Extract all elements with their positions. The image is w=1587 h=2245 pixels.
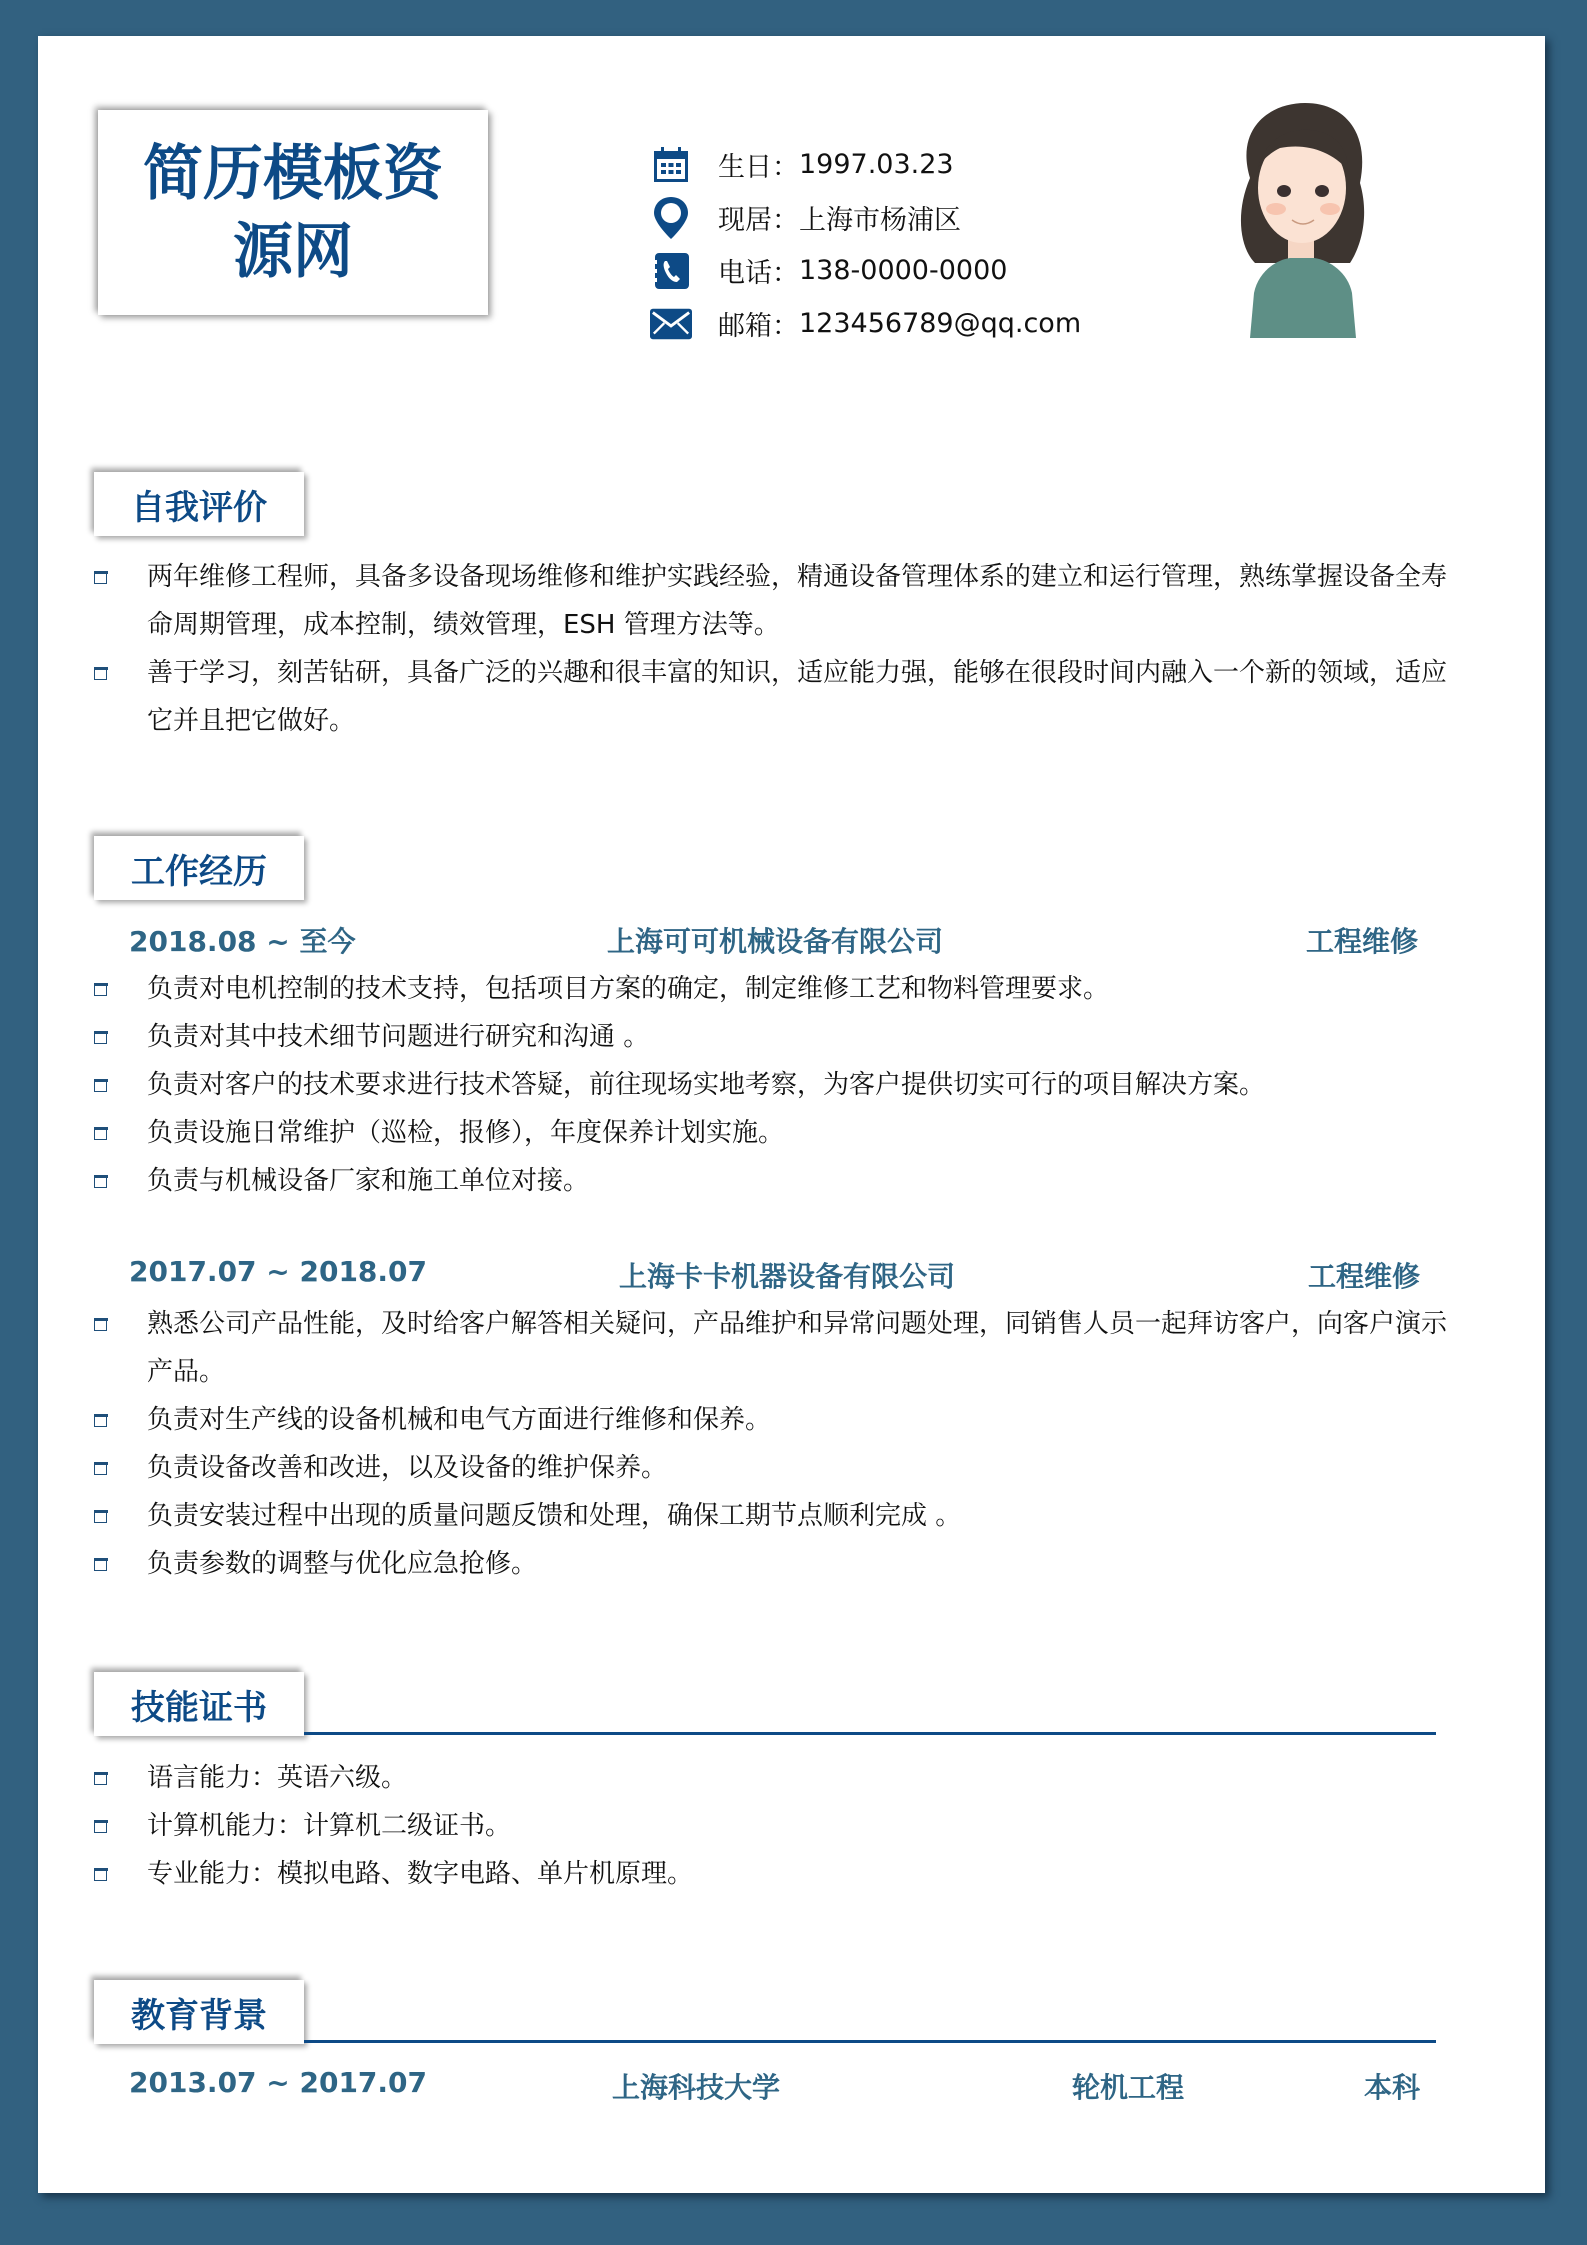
education-degree: 本科: [1364, 2071, 1421, 2104]
self-evaluation-list: [92, 553, 1452, 745]
list-item: 熟悉公司产品性能，及时给客户解答相关疑问，产品维护和异常问题处理，同销售人员一起拜访客户，向客户演示产品。: [92, 1300, 1452, 1396]
square-bullet-icon: [94, 1772, 108, 1786]
birthday-label: 生日：: [718, 152, 799, 183]
section-tab: [94, 472, 304, 536]
section-education: [94, 1980, 1436, 2044]
list-item: 善于学习，刻苦钻研，具备广泛的兴趣和很丰富的知识，适应能力强，能够在很段时间内融入一个新的领域，适应它并且把它做好。: [92, 649, 1452, 745]
education-major: 轮机工程: [1072, 2071, 1185, 2104]
square-bullet-icon: [94, 1079, 108, 1093]
section-divider: [304, 1732, 1436, 1735]
section-tab: [94, 1980, 304, 2044]
section-title: 技能证书: [131, 1687, 267, 1728]
list-item: 负责对其中技术细节问题进行研究和沟通 。: [92, 1013, 1452, 1061]
list-item: 语言能力：英语六级。: [92, 1754, 1452, 1802]
section-tab: [94, 1672, 304, 1736]
section-tab: [94, 836, 304, 900]
contact-birthday: [650, 138, 1081, 191]
phone-value: 138-0000-0000: [799, 255, 1008, 286]
square-bullet-icon: [94, 571, 108, 585]
birthday-value: 1997.03.23: [799, 149, 954, 180]
contact-phone: [650, 244, 1081, 297]
job-duties-list: [92, 1300, 1452, 1588]
calendar-icon: [650, 145, 692, 185]
job-header: [92, 1255, 1424, 1299]
square-bullet-icon: [94, 1127, 108, 1141]
location-pin-icon: [650, 198, 692, 238]
list-item: 负责对客户的技术要求进行技术答疑，前往现场实地考察，为客户提供切实可行的项目解决方案。: [92, 1061, 1452, 1109]
square-bullet-icon: [94, 1558, 108, 1572]
list-item: 专业能力：模拟电路、数字电路、单片机原理。: [92, 1850, 1452, 1898]
job-period: 2018.08 ~ 至今: [129, 925, 356, 958]
square-bullet-icon: [94, 667, 108, 681]
phone-label: 电话：: [718, 258, 799, 289]
list-item: 两年维修工程师，具备多设备现场维修和维护实践经验，精通设备管理体系的建立和运行管理，熟练掌握设备全寿命周期管理，成本控制，绩效管理，ESH 管理方法等。: [92, 553, 1452, 649]
email-label: 邮箱：: [718, 311, 799, 342]
email-value: 123456789@qq.com: [799, 308, 1082, 339]
square-bullet-icon: [94, 1820, 108, 1834]
phone-icon: [650, 251, 692, 291]
section-skills: [94, 1672, 1436, 1736]
section-title: 教育背景: [131, 1995, 267, 2036]
contact-email: [650, 297, 1081, 350]
mail-icon: [650, 304, 692, 344]
job-company: 上海可可机械设备有限公司: [607, 925, 944, 958]
education-school: 上海科技大学: [612, 2071, 781, 2104]
list-item: 负责设备改善和改进，以及设备的维护保养。: [92, 1444, 1452, 1492]
square-bullet-icon: [94, 1318, 108, 1332]
location-label: 现居：: [718, 205, 799, 236]
job-header: [92, 920, 1424, 964]
list-item: 计算机能力：计算机二级证书。: [92, 1802, 1452, 1850]
job-role: 工程维修: [1306, 925, 1419, 958]
job-company: 上海卡卡机器设备有限公司: [619, 1260, 956, 1293]
list-item: 负责对电机控制的技术支持，包括项目方案的确定，制定维修工艺和物料管理要求。: [92, 965, 1452, 1013]
section-divider: [304, 2040, 1436, 2043]
square-bullet-icon: [94, 983, 108, 997]
location-value: 上海市杨浦区: [799, 205, 961, 236]
section-title: 工作经历: [131, 851, 267, 892]
job-period: 2017.07 ~ 2018.07: [129, 1255, 428, 1288]
list-item: 负责设施日常维护（巡检，报修），年度保养计划实施。: [92, 1109, 1452, 1157]
square-bullet-icon: [94, 1414, 108, 1428]
resume-title: 简历模板资源网: [143, 138, 443, 287]
square-bullet-icon: [94, 1462, 108, 1476]
square-bullet-icon: [94, 1175, 108, 1189]
resume-title-box: [98, 110, 488, 315]
job-duties-list: [92, 965, 1452, 1205]
education-row: [92, 2066, 1424, 2110]
section-title: 自我评价: [131, 487, 267, 528]
skills-list: [92, 1754, 1452, 1898]
list-item: 负责安装过程中出现的质量问题反馈和处理，确保工期节点顺利完成 。: [92, 1492, 1452, 1540]
square-bullet-icon: [94, 1510, 108, 1524]
contact-info: [650, 138, 1081, 350]
square-bullet-icon: [94, 1868, 108, 1882]
list-item: 负责对生产线的设备机械和电气方面进行维修和保养。: [92, 1396, 1452, 1444]
avatar: [1210, 88, 1390, 338]
contact-location: [650, 191, 1081, 244]
list-item: 负责参数的调整与优化应急抢修。: [92, 1540, 1452, 1588]
square-bullet-icon: [94, 1031, 108, 1045]
job-role: 工程维修: [1308, 1260, 1421, 1293]
education-period: 2013.07 ~ 2017.07: [129, 2066, 428, 2099]
list-item: 负责与机械设备厂家和施工单位对接。: [92, 1157, 1452, 1205]
